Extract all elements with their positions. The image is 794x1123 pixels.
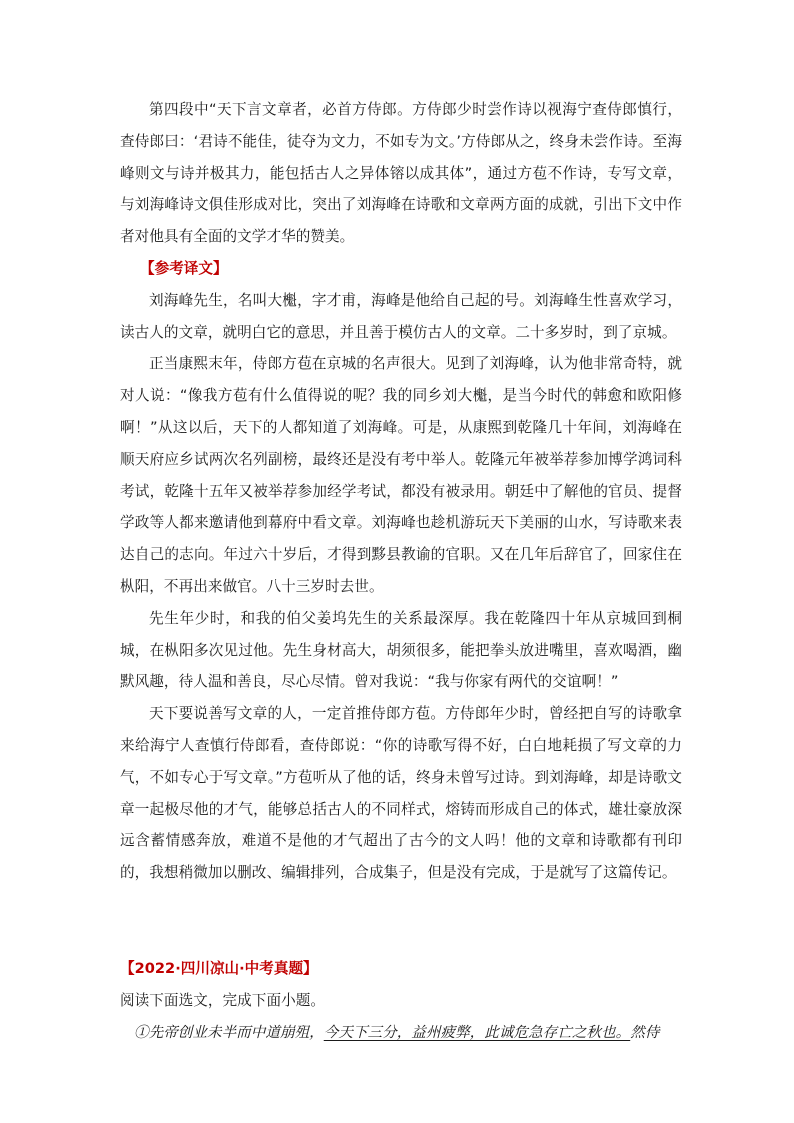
- exam-source-label: 【2022·四川凉山·中考真题】: [120, 959, 318, 977]
- document-page: [120, 94, 682, 1048]
- exam-instruction: 阅读下面选文，完成下面小题。: [120, 991, 326, 1009]
- passage-suffix: 然侍: [630, 1023, 660, 1041]
- analysis-paragraph: 第四段中“天下言文章者，必首方侍郎。方侍郎少时尝作诗以视海宁查侍郎慎行，查侍郎曰：‘君诗不能佳，徒夺为文力，不如专为文。’方侍郎从之，终身未尝作诗。至海峰则文与诗并极其力，能包括古人之异体镕以成其体”，通过方苞不作诗，专写文章，与刘海峰诗文俱佳形成对比，突出了刘海峰在诗歌和文章两方面的成就，引出下文中作者对他具有全面的文学才华的赞美。: [120, 101, 682, 246]
- passage-underlined-sentence: 今天下三分，益州疲弊，此诚危急存亡之秋也。: [323, 1023, 631, 1041]
- reference-translation-label: 【参考译文】: [140, 259, 228, 277]
- translation-paragraph-4: 天下要说善写文章的人，一定首推侍郎方苞。方侍郎年少时，曾经把自写的诗歌拿来给海宁人查慎行侍郎看，查侍郎说：“你的诗歌写得不好，白白地耗损了写文章的力气，不如专心于写文章。”方苞听从了他的话，终身未曾写过诗。到刘海峰，却是诗歌文章一起极尽他的才气，能够总括古人的不同样式，熔铸而形成自己的体式，雄壮豪放深远含蓄情感奔放，难道不是他的才气超出了古今的文人吗！他的文章和诗歌都有刊印的，我想稍微加以删改、编辑排列，合成集子，但是没有完成，于是就写了这篇传记。: [120, 705, 682, 882]
- passage-prefix: ①先帝创业未半而中道崩殂，: [134, 1023, 324, 1041]
- translation-paragraph-3: 先生年少时，和我的伯父姜坞先生的关系最深厚。我在乾隆四十年从京城回到桐城，在枞阳多次见过他。先生身材高大，胡须很多，能把拳头放进嘴里，喜欢喝酒，幽默风趣，待人温和善良，尽心尽情。曾对我说：“我与你家有两代的交谊啊！”: [120, 609, 682, 691]
- passage-first-line: [120, 1017, 682, 1049]
- translation-paragraph-1: 刘海峰先生，名叫大櫆，字才甫，海峰是他给自己起的号。刘海峰生性喜欢学习，读古人的文章，就明白它的意思，并且善于模仿古人的文章。二十多岁时，到了京城。: [120, 291, 682, 341]
- section-spacer: [120, 889, 682, 953]
- translation-paragraph-2: 正当康熙末年，侍郎方苞在京城的名声很大。见到了刘海峰，认为他非常奇特，就对人说：“像我方苞有什么值得说的呢？我的同乡刘大櫆，是当今时代的韩愈和欧阳修啊！”从这以后，天下的人都知道了刘海峰。可是，从康熙到乾隆几十年间，刘海峰在顺天府应乡试两次名列副榜，最终还是没有考中举人。乾隆元年被举荐参加博学鸿词科考试，乾隆十五年又被举荐参加经学考试，都没有被录用。朝廷中了解他的官员、提督学政等人都来邀请他到幕府中看文章。刘海峰也趁机游玩天下美丽的山水，写诗歌来表达自己的志向。年过六十岁后，才得到黟县教谕的官职。又在几年后辞官了，回家住在枞阳，不再出来做官。八十三岁时去世。: [120, 355, 682, 595]
